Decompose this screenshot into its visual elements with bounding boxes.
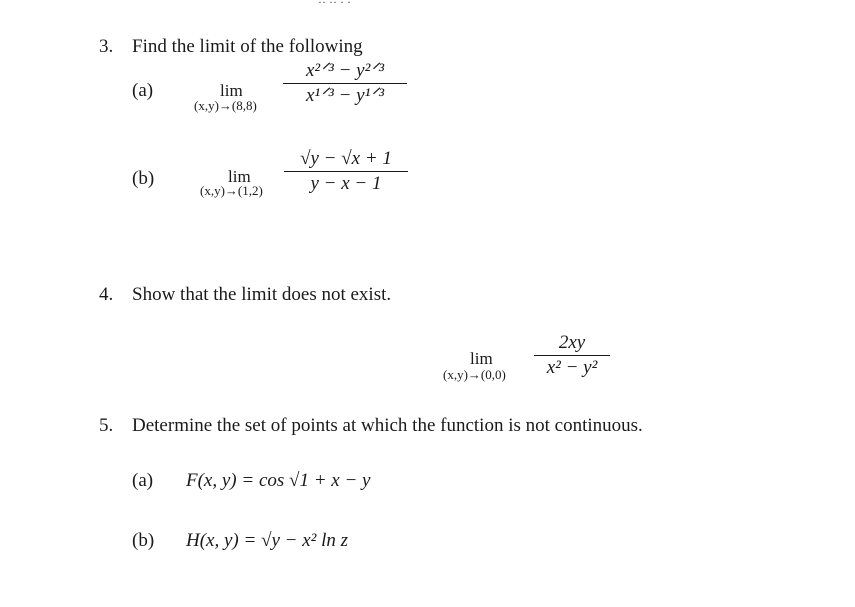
problem-3-number: 3. bbox=[99, 36, 114, 57]
problem-3b-numerator: √y − √x + 1 bbox=[300, 148, 392, 169]
problem-3-text: Find the limit of the following bbox=[132, 36, 363, 57]
problem-3b-denominator: y − x − 1 bbox=[310, 173, 382, 194]
problem-5b-function: H(x, y) = √y − x² ln z bbox=[186, 530, 349, 551]
problem-3a-label: (a) bbox=[132, 80, 154, 101]
problem-4-approach: (x,y)→(0,0) bbox=[443, 367, 506, 382]
problem-5-number: 5. bbox=[99, 415, 114, 436]
problem-3b-label: (b) bbox=[132, 168, 155, 189]
problem-3b-approach: (x,y)→(1,2) bbox=[200, 183, 263, 198]
fraction-bar bbox=[283, 83, 407, 84]
problem-3b-fraction bbox=[284, 148, 408, 195]
problem-4-number: 4. bbox=[99, 284, 114, 305]
problem-3a-lim: lim bbox=[220, 81, 243, 100]
problem-4-text: Show that the limit does not exist. bbox=[132, 284, 392, 305]
problem-3a-numerator: x²ᐟ³ − y²ᐟ³ bbox=[305, 60, 385, 81]
problem-5a-label: (a) bbox=[132, 470, 154, 491]
problem-5-text: Determine the set of points at which the function is not continuous. bbox=[132, 415, 643, 436]
problem-4-fraction bbox=[534, 332, 610, 379]
problem-3b-lim: lim bbox=[228, 167, 251, 186]
problem-5b-label: (b) bbox=[132, 530, 155, 551]
problem-5a-function: F(x, y) = cos √1 + x − y bbox=[186, 470, 371, 491]
cutoff-text-fragment bbox=[318, 0, 383, 5]
problem-4-denominator: x² − y² bbox=[546, 357, 598, 378]
problem-3a-approach: (x,y)→(8,8) bbox=[194, 98, 257, 113]
problem-4-lim: lim bbox=[470, 349, 493, 368]
fraction-bar bbox=[284, 171, 408, 172]
problem-4-numerator: 2xy bbox=[558, 332, 586, 353]
fraction-bar bbox=[534, 355, 610, 356]
problem-3a-denominator: x¹ᐟ³ − y¹ᐟ³ bbox=[305, 85, 385, 106]
problem-3a-fraction bbox=[283, 60, 407, 107]
